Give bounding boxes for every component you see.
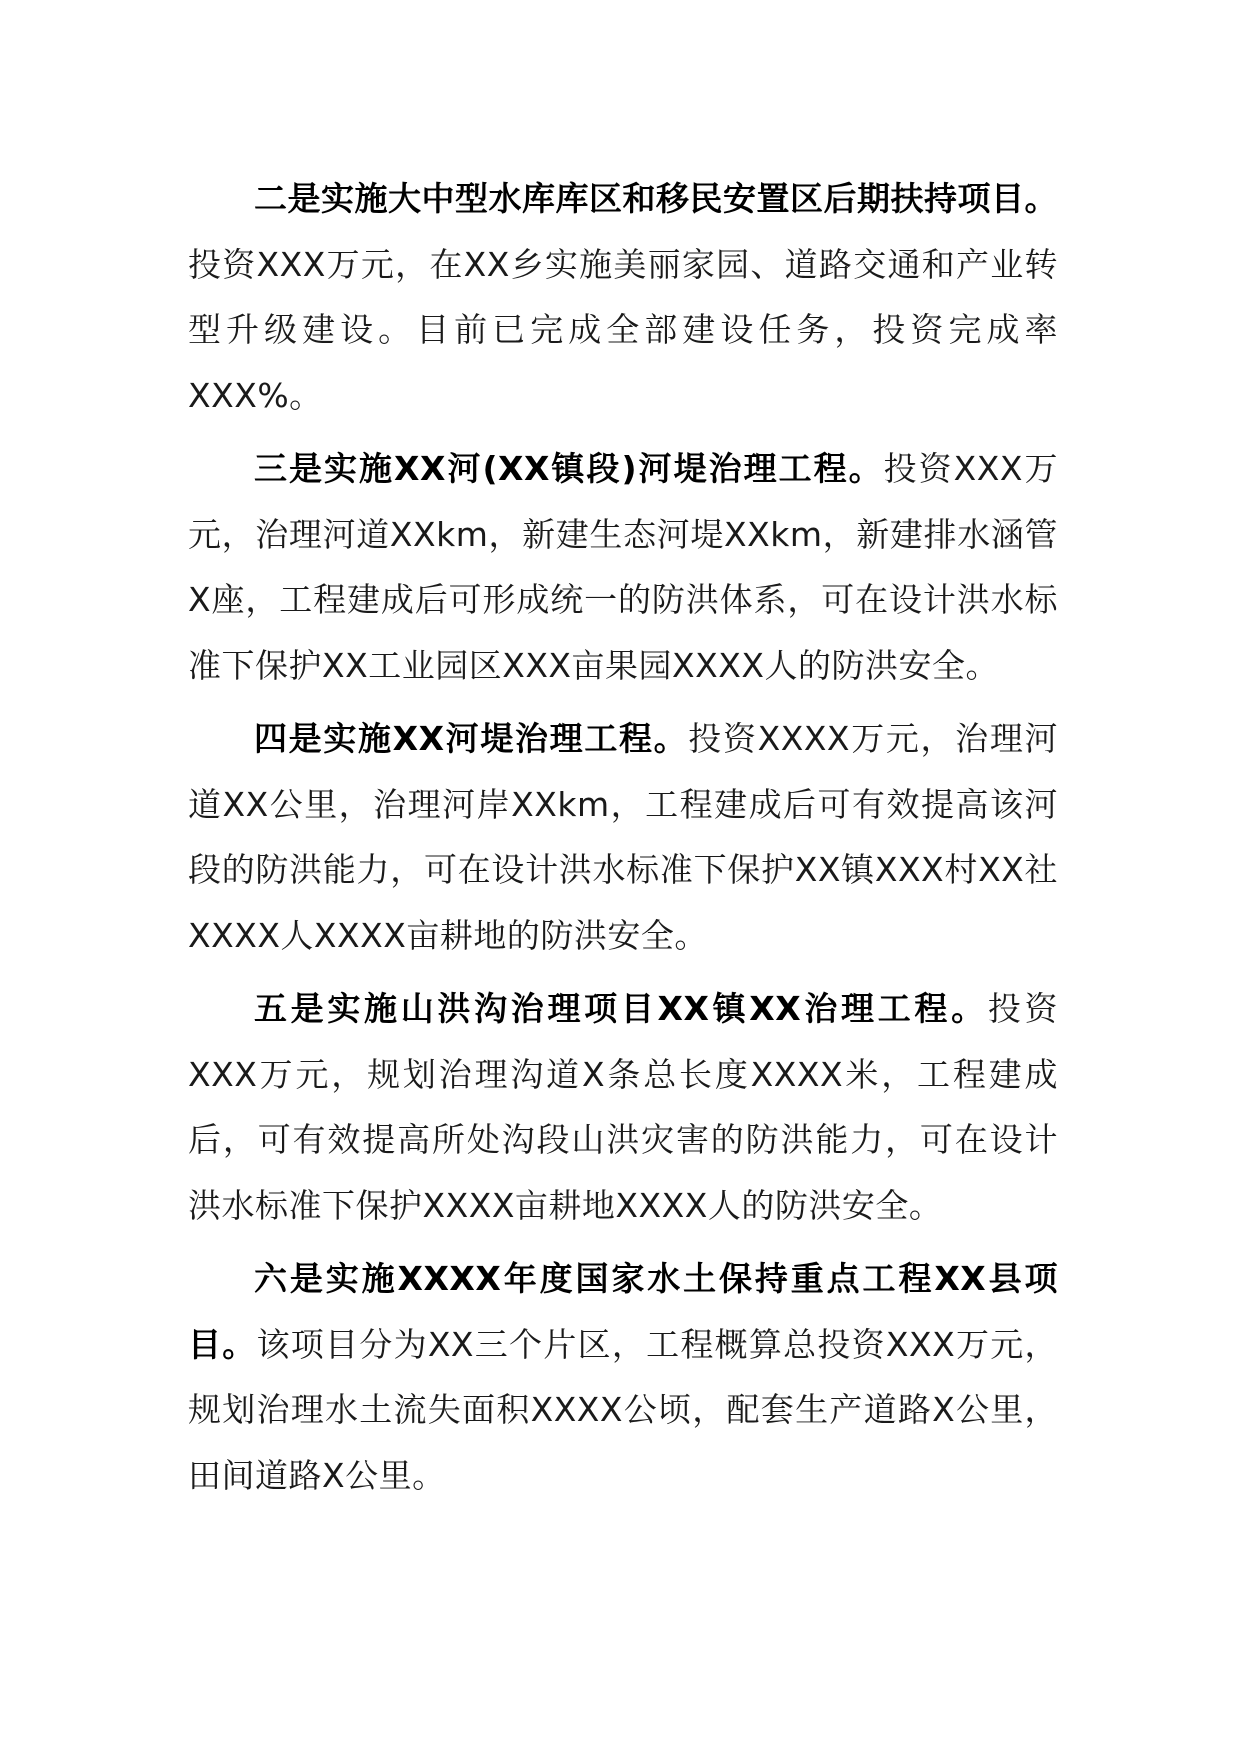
paragraph-mountain-flood-gully <box>188 976 1058 1238</box>
paragraph-text: 投资XXX万元，治理河道XXkm，新建生态河堤XXkm，新建排水涵管X座，工程建成后可形成统一的防洪体系，可在设计洪水标准下保护XX工业园区XXX亩果园XXXX人的防洪安全。 <box>188 449 1058 685</box>
paragraph-lead: 三是实施XX河(XX镇段)河堤治理工程。 <box>254 449 884 488</box>
paragraph-text: 投资XXXX万元，治理河道XX公里，治理河岸XXkm，工程建成后可有效提高该河段的防洪能力，可在设计洪水标准下保护XX镇XXX村XX社XXXX人XXXX亩耕地的防洪安全。 <box>188 719 1058 955</box>
paragraph-soil-conservation <box>188 1246 1058 1508</box>
paragraph-text: 该项目分为XX三个片区，工程概算总投资XXX万元，规划治理水土流失面积XXXX公顷，配套生产道路X公里，田间道路X公里。 <box>188 1324 1059 1495</box>
paragraph-lead: 四是实施XX河堤治理工程。 <box>254 719 689 758</box>
paragraph-lead: 二是实施大中型水库库区和移民安置区后期扶持项目。 <box>254 179 1058 218</box>
paragraph-lead: 六是实施XXXX年度国家水土保持重点工程XX县项目。 <box>188 1259 1058 1364</box>
paragraph-river-embankment <box>188 706 1058 968</box>
paragraph-reservoir-support <box>188 166 1058 428</box>
paragraph-lead: 五是实施山洪沟治理项目XX镇XX治理工程。 <box>254 989 988 1028</box>
paragraph-river-embankment-town-section <box>188 436 1058 698</box>
paragraph-text: 投资XXX万元，在XX乡实施美丽家园、道路交通和产业转型升级建设。目前已完成全部建设任务，投资完成率XXX%。 <box>188 244 1058 415</box>
document-body <box>188 166 1058 1516</box>
paragraph-text: 投资XXX万元，规划治理沟道X条总长度XXXX米，工程建成后，可有效提高所处沟段山洪灾害的防洪能力，可在设计洪水标准下保护XXXX亩耕地XXXX人的防洪安全。 <box>188 989 1058 1225</box>
